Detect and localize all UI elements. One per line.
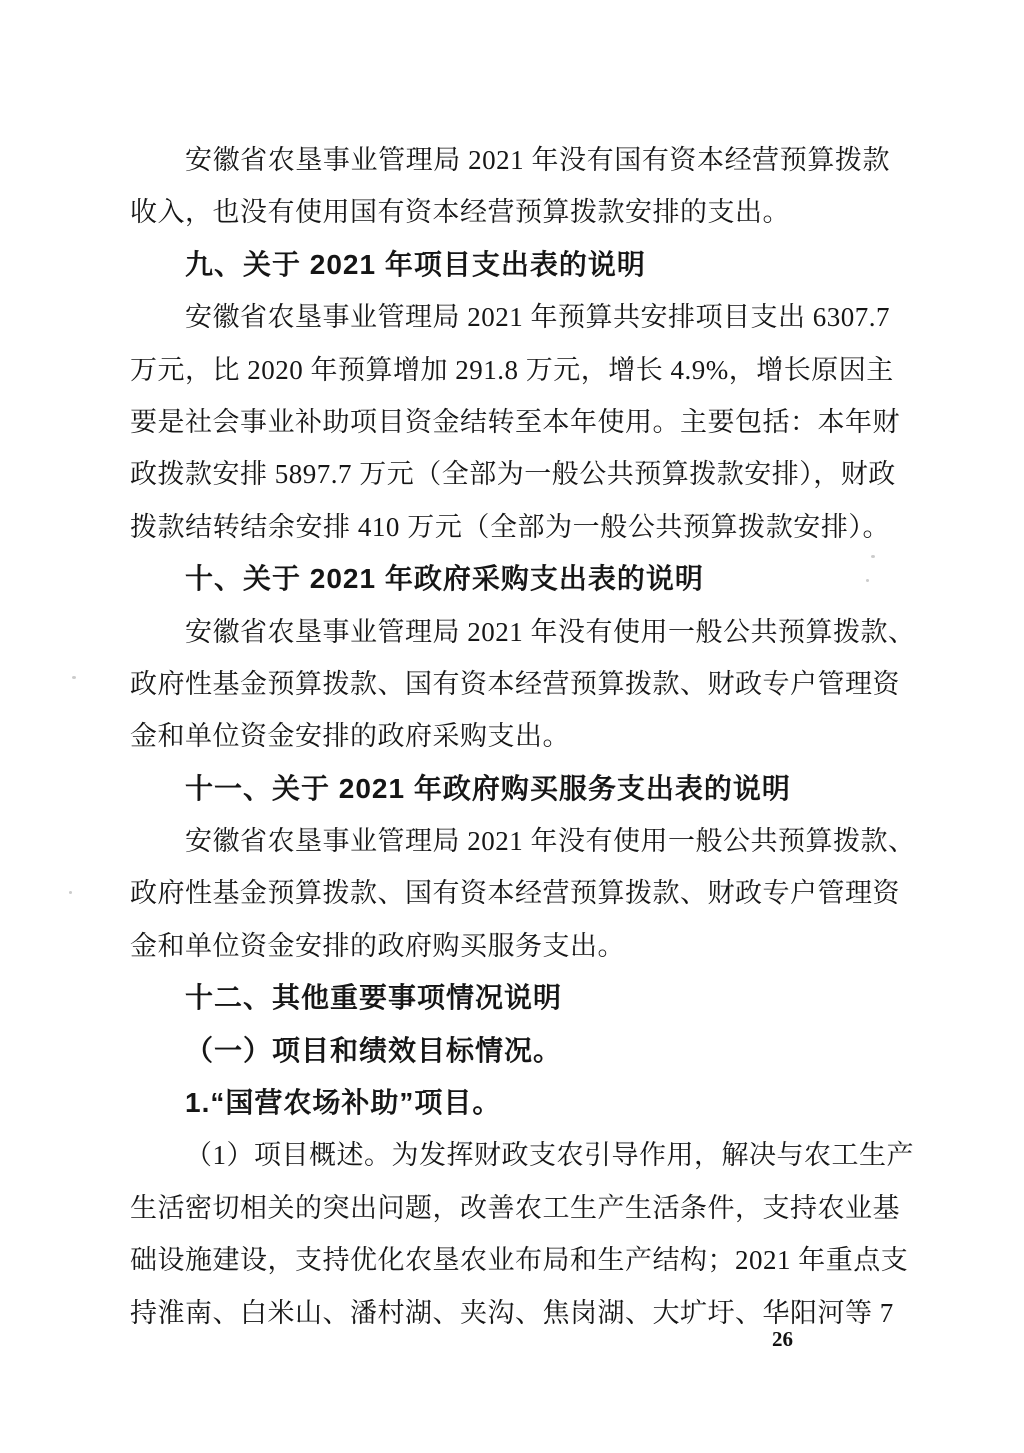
heading-section-10: 十、关于 2021 年政府采购支出表的说明: [185, 563, 704, 595]
body-text-line: 础设施建设，支持优化农垦农业布局和生产结构；2021 年重点支: [130, 1245, 909, 1276]
body-text-line: 安徽省农垦事业管理局 2021 年没有使用一般公共预算拨款、: [185, 826, 916, 857]
body-text-line: 生活密切相关的突出问题，改善农工生产生活条件，支持农业基: [130, 1192, 900, 1223]
scan-speck: [866, 579, 869, 582]
body-text-line: 安徽省农垦事业管理局 2021 年没有使用一般公共预算拨款、: [185, 616, 916, 647]
body-text-line: 拨款结转结余安排 410 万元（全部为一般公共预算拨款安排）。: [130, 511, 890, 542]
subheading-item-1: （一）项目和绩效目标情况。: [185, 1034, 563, 1066]
body-text-line: 金和单位资金安排的政府购买服务支出。: [130, 930, 625, 961]
body-text-line: 持淮南、白米山、潘村湖、夹沟、焦岗湖、大圹圩、华阳河等 7: [130, 1297, 894, 1328]
body-text-line: （1）项目概述。为发挥财政支农引导作用，解决与农工生产: [185, 1140, 914, 1171]
scan-speck: [69, 891, 72, 894]
scan-speck: [72, 676, 76, 679]
body-text-line: 安徽省农垦事业管理局 2021 年没有国有资本经营预算拨款: [185, 145, 890, 175]
body-text-line: 政府性基金预算拨款、国有资本经营预算拨款、财政专户管理资: [130, 668, 900, 699]
page-number: 26: [772, 1327, 793, 1351]
text-body: [130, 134, 916, 1339]
heading-section-9: 九、关于 2021 年项目支出表的说明: [185, 248, 646, 280]
body-text-line: 要是社会事业补助项目资金结转至本年使用。主要包括：本年财: [130, 406, 900, 437]
body-text-line: 金和单位资金安排的政府采购支出。: [130, 721, 570, 752]
body-text-line: 收入，也没有使用国有资本经营预算拨款安排的支出。: [130, 197, 790, 228]
scan-speck: [871, 555, 875, 558]
body-text-line: 政府性基金预算拨款、国有资本经营预算拨款、财政专户管理资: [130, 878, 900, 909]
body-text-line: 政拨款安排 5897.7 万元（全部为一般公共预算拨款安排），财政: [130, 459, 896, 490]
heading-section-12: 十二、其他重要事项情况说明: [185, 982, 563, 1014]
heading-section-11: 十一、关于 2021 年政府购买服务支出表的说明: [185, 772, 791, 804]
subheading-project-1: 1.“国营农场补助”项目。: [185, 1087, 502, 1119]
body-text-line: 安徽省农垦事业管理局 2021 年预算共安排项目支出 6307.7: [185, 302, 890, 333]
body-text-line: 万元，比 2020 年预算增加 291.8 万元，增长 4.9%，增长原因主: [130, 354, 894, 385]
